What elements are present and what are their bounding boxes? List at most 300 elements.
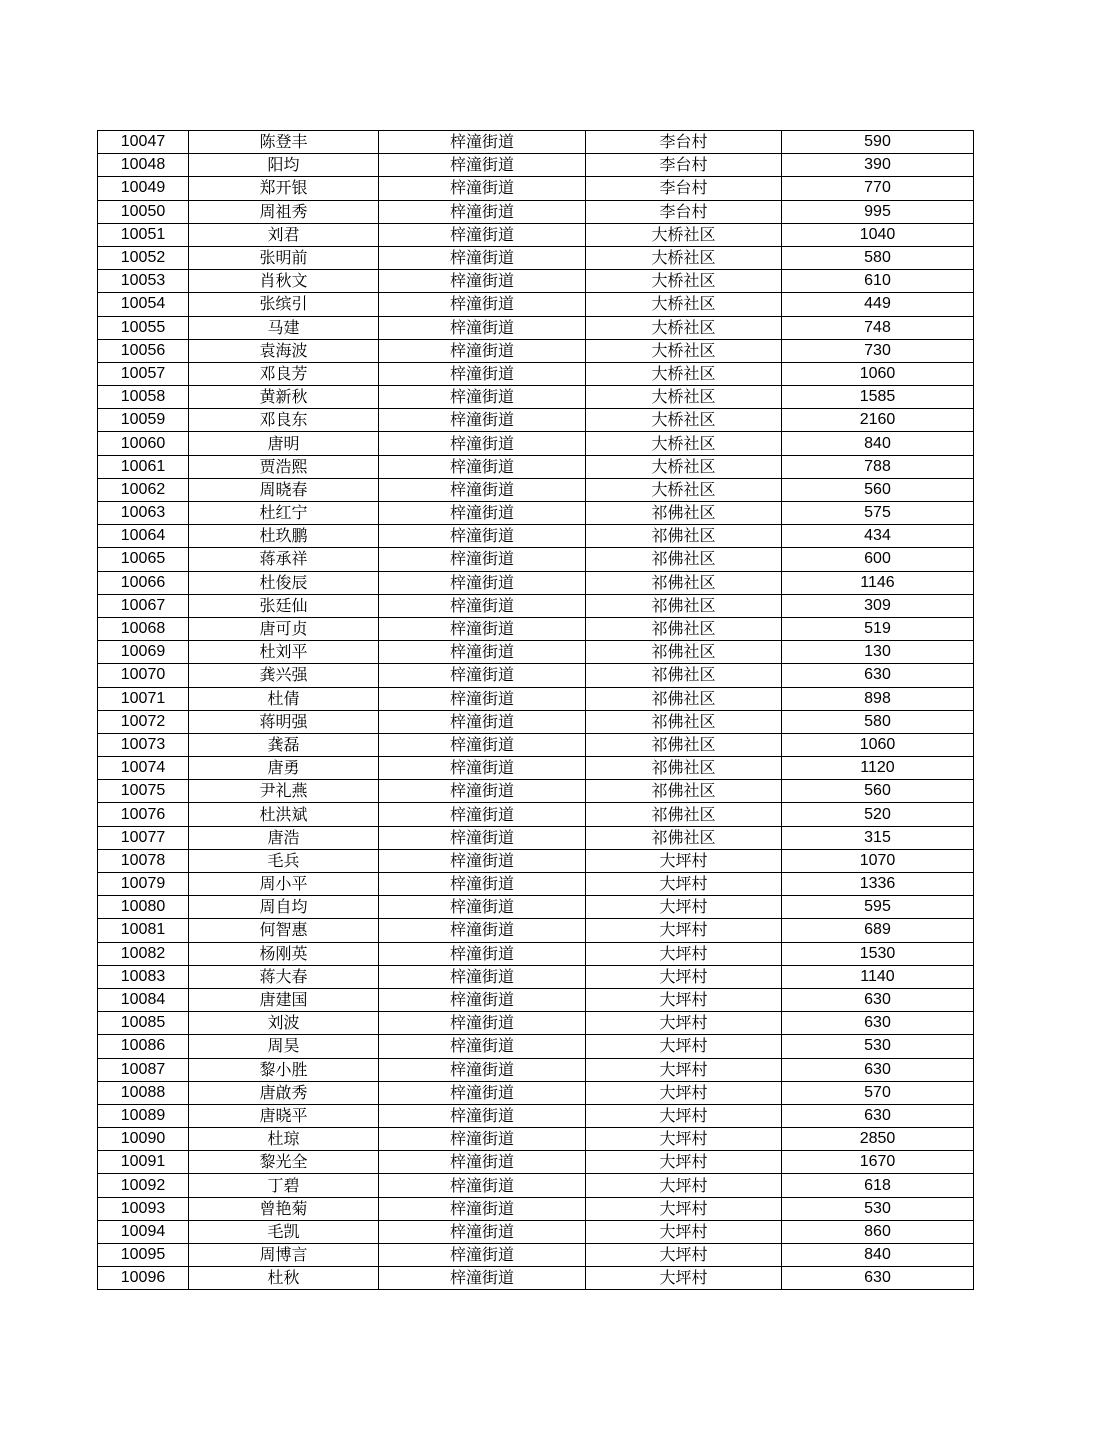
- name-cell: 毛凯: [189, 1220, 379, 1243]
- table-row: [98, 1081, 974, 1104]
- name-cell: 周昊: [189, 1035, 379, 1058]
- community-cell: 祁佛社区: [586, 571, 782, 594]
- street-cell: 梓潼街道: [379, 362, 586, 385]
- name-cell: 袁海波: [189, 339, 379, 362]
- street-cell: 梓潼街道: [379, 942, 586, 965]
- amount-cell: 1040: [782, 223, 974, 246]
- community-cell: 祁佛社区: [586, 664, 782, 687]
- table-row: [98, 177, 974, 200]
- community-cell: 大坪村: [586, 849, 782, 872]
- amount-cell: 1670: [782, 1151, 974, 1174]
- amount-cell: 309: [782, 594, 974, 617]
- community-cell: 大坪村: [586, 919, 782, 942]
- community-cell: 李台村: [586, 131, 782, 154]
- street-cell: 梓潼街道: [379, 757, 586, 780]
- amount-cell: 1060: [782, 733, 974, 756]
- name-cell: 肖秋文: [189, 270, 379, 293]
- table-row: [98, 664, 974, 687]
- record-id-cell: 10066: [98, 571, 189, 594]
- amount-cell: 434: [782, 525, 974, 548]
- street-cell: 梓潼街道: [379, 1220, 586, 1243]
- name-cell: 龚磊: [189, 733, 379, 756]
- community-cell: 李台村: [586, 177, 782, 200]
- record-id-cell: 10095: [98, 1244, 189, 1267]
- name-cell: 蒋明强: [189, 710, 379, 733]
- record-id-cell: 10060: [98, 432, 189, 455]
- record-id-cell: 10064: [98, 525, 189, 548]
- amount-cell: 860: [782, 1220, 974, 1243]
- community-cell: 大坪村: [586, 1174, 782, 1197]
- name-cell: 唐明: [189, 432, 379, 455]
- community-cell: 大桥社区: [586, 246, 782, 269]
- street-cell: 梓潼街道: [379, 1058, 586, 1081]
- table-row: [98, 896, 974, 919]
- street-cell: 梓潼街道: [379, 1035, 586, 1058]
- amount-cell: 1060: [782, 362, 974, 385]
- name-cell: 杜刘平: [189, 641, 379, 664]
- street-cell: 梓潼街道: [379, 919, 586, 942]
- record-id-cell: 10084: [98, 988, 189, 1011]
- street-cell: 梓潼街道: [379, 293, 586, 316]
- name-cell: 唐建国: [189, 988, 379, 1011]
- table-row: [98, 432, 974, 455]
- table-row: [98, 339, 974, 362]
- street-cell: 梓潼街道: [379, 432, 586, 455]
- name-cell: 唐浩: [189, 826, 379, 849]
- data-table: [97, 130, 974, 1290]
- street-cell: 梓潼街道: [379, 223, 586, 246]
- name-cell: 邓良芳: [189, 362, 379, 385]
- street-cell: 梓潼街道: [379, 849, 586, 872]
- street-cell: 梓潼街道: [379, 1012, 586, 1035]
- table-row: [98, 270, 974, 293]
- table-row: [98, 757, 974, 780]
- amount-cell: 630: [782, 1012, 974, 1035]
- street-cell: 梓潼街道: [379, 1104, 586, 1127]
- community-cell: 祁佛社区: [586, 826, 782, 849]
- street-cell: 梓潼街道: [379, 1267, 586, 1290]
- amount-cell: 618: [782, 1174, 974, 1197]
- table-row: [98, 710, 974, 733]
- table-row: [98, 873, 974, 896]
- amount-cell: 630: [782, 1267, 974, 1290]
- community-cell: 大桥社区: [586, 455, 782, 478]
- name-cell: 杜红宁: [189, 502, 379, 525]
- amount-cell: 2160: [782, 409, 974, 432]
- community-cell: 大坪村: [586, 1081, 782, 1104]
- table-body: [98, 131, 974, 1290]
- community-cell: 大桥社区: [586, 409, 782, 432]
- community-cell: 大坪村: [586, 1267, 782, 1290]
- community-cell: 祁佛社区: [586, 502, 782, 525]
- table-row: [98, 316, 974, 339]
- table-row: [98, 1035, 974, 1058]
- community-cell: 大坪村: [586, 1244, 782, 1267]
- record-id-cell: 10068: [98, 617, 189, 640]
- name-cell: 唐啟秀: [189, 1081, 379, 1104]
- street-cell: 梓潼街道: [379, 478, 586, 501]
- community-cell: 大桥社区: [586, 223, 782, 246]
- name-cell: 唐可贞: [189, 617, 379, 640]
- record-id-cell: 10089: [98, 1104, 189, 1127]
- table-row: [98, 1012, 974, 1035]
- name-cell: 尹礼燕: [189, 780, 379, 803]
- table-row: [98, 1151, 974, 1174]
- community-cell: 祁佛社区: [586, 617, 782, 640]
- name-cell: 邓良东: [189, 409, 379, 432]
- street-cell: 梓潼街道: [379, 641, 586, 664]
- amount-cell: 449: [782, 293, 974, 316]
- name-cell: 杜倩: [189, 687, 379, 710]
- street-cell: 梓潼街道: [379, 1174, 586, 1197]
- name-cell: 张廷仙: [189, 594, 379, 617]
- record-id-cell: 10057: [98, 362, 189, 385]
- street-cell: 梓潼街道: [379, 1081, 586, 1104]
- street-cell: 梓潼街道: [379, 525, 586, 548]
- amount-cell: 1140: [782, 965, 974, 988]
- name-cell: 阳均: [189, 154, 379, 177]
- record-id-cell: 10082: [98, 942, 189, 965]
- name-cell: 毛兵: [189, 849, 379, 872]
- record-id-cell: 10093: [98, 1197, 189, 1220]
- table-row: [98, 246, 974, 269]
- street-cell: 梓潼街道: [379, 386, 586, 409]
- community-cell: 祁佛社区: [586, 525, 782, 548]
- amount-cell: 840: [782, 1244, 974, 1267]
- table-row: [98, 617, 974, 640]
- street-cell: 梓潼街道: [379, 803, 586, 826]
- street-cell: 梓潼街道: [379, 826, 586, 849]
- name-cell: 唐晓平: [189, 1104, 379, 1127]
- record-id-cell: 10056: [98, 339, 189, 362]
- street-cell: 梓潼街道: [379, 548, 586, 571]
- community-cell: 大坪村: [586, 1151, 782, 1174]
- street-cell: 梓潼街道: [379, 1128, 586, 1151]
- amount-cell: 770: [782, 177, 974, 200]
- amount-cell: 1530: [782, 942, 974, 965]
- amount-cell: 530: [782, 1035, 974, 1058]
- record-id-cell: 10087: [98, 1058, 189, 1081]
- street-cell: 梓潼街道: [379, 1197, 586, 1220]
- record-id-cell: 10050: [98, 200, 189, 223]
- amount-cell: 840: [782, 432, 974, 455]
- community-cell: 大坪村: [586, 1058, 782, 1081]
- amount-cell: 570: [782, 1081, 974, 1104]
- amount-cell: 560: [782, 780, 974, 803]
- community-cell: 祁佛社区: [586, 780, 782, 803]
- street-cell: 梓潼街道: [379, 687, 586, 710]
- name-cell: 周祖秀: [189, 200, 379, 223]
- name-cell: 蒋承祥: [189, 548, 379, 571]
- record-id-cell: 10081: [98, 919, 189, 942]
- table-row: [98, 826, 974, 849]
- name-cell: 黎小胜: [189, 1058, 379, 1081]
- amount-cell: 520: [782, 803, 974, 826]
- record-id-cell: 10078: [98, 849, 189, 872]
- amount-cell: 630: [782, 1104, 974, 1127]
- community-cell: 大坪村: [586, 942, 782, 965]
- community-cell: 祁佛社区: [586, 710, 782, 733]
- amount-cell: 595: [782, 896, 974, 919]
- record-id-cell: 10073: [98, 733, 189, 756]
- community-cell: 大坪村: [586, 1104, 782, 1127]
- community-cell: 祁佛社区: [586, 548, 782, 571]
- table-row: [98, 478, 974, 501]
- table-row: [98, 409, 974, 432]
- name-cell: 唐勇: [189, 757, 379, 780]
- table-row: [98, 594, 974, 617]
- record-id-cell: 10072: [98, 710, 189, 733]
- table-row: [98, 687, 974, 710]
- record-id-cell: 10090: [98, 1128, 189, 1151]
- record-id-cell: 10074: [98, 757, 189, 780]
- record-id-cell: 10053: [98, 270, 189, 293]
- table-row: [98, 1128, 974, 1151]
- name-cell: 曾艳菊: [189, 1197, 379, 1220]
- record-id-cell: 10077: [98, 826, 189, 849]
- record-id-cell: 10062: [98, 478, 189, 501]
- amount-cell: 130: [782, 641, 974, 664]
- name-cell: 周自均: [189, 896, 379, 919]
- name-cell: 杜洪斌: [189, 803, 379, 826]
- name-cell: 何智惠: [189, 919, 379, 942]
- table-row: [98, 733, 974, 756]
- name-cell: 刘君: [189, 223, 379, 246]
- amount-cell: 530: [782, 1197, 974, 1220]
- table-row: [98, 548, 974, 571]
- community-cell: 大桥社区: [586, 432, 782, 455]
- name-cell: 马建: [189, 316, 379, 339]
- street-cell: 梓潼街道: [379, 594, 586, 617]
- table-row: [98, 1220, 974, 1243]
- table-row: [98, 988, 974, 1011]
- street-cell: 梓潼街道: [379, 1151, 586, 1174]
- table-row: [98, 1197, 974, 1220]
- record-id-cell: 10067: [98, 594, 189, 617]
- table-row: [98, 571, 974, 594]
- table-row: [98, 1104, 974, 1127]
- record-id-cell: 10070: [98, 664, 189, 687]
- table-row: [98, 455, 974, 478]
- record-id-cell: 10048: [98, 154, 189, 177]
- name-cell: 陈登丰: [189, 131, 379, 154]
- table-row: [98, 641, 974, 664]
- amount-cell: 689: [782, 919, 974, 942]
- amount-cell: 610: [782, 270, 974, 293]
- amount-cell: 1120: [782, 757, 974, 780]
- record-id-cell: 10047: [98, 131, 189, 154]
- community-cell: 祁佛社区: [586, 594, 782, 617]
- record-id-cell: 10054: [98, 293, 189, 316]
- record-id-cell: 10075: [98, 780, 189, 803]
- table-row: [98, 1174, 974, 1197]
- name-cell: 周晓春: [189, 478, 379, 501]
- name-cell: 杨刚英: [189, 942, 379, 965]
- name-cell: 丁碧: [189, 1174, 379, 1197]
- record-id-cell: 10055: [98, 316, 189, 339]
- amount-cell: 1070: [782, 849, 974, 872]
- record-id-cell: 10069: [98, 641, 189, 664]
- name-cell: 龚兴强: [189, 664, 379, 687]
- table-row: [98, 154, 974, 177]
- community-cell: 大桥社区: [586, 316, 782, 339]
- community-cell: 大桥社区: [586, 362, 782, 385]
- community-cell: 大桥社区: [586, 386, 782, 409]
- community-cell: 李台村: [586, 154, 782, 177]
- table-row: [98, 362, 974, 385]
- name-cell: 周小平: [189, 873, 379, 896]
- name-cell: 郑开银: [189, 177, 379, 200]
- record-id-cell: 10094: [98, 1220, 189, 1243]
- name-cell: 蒋大春: [189, 965, 379, 988]
- record-id-cell: 10096: [98, 1267, 189, 1290]
- amount-cell: 580: [782, 246, 974, 269]
- record-id-cell: 10065: [98, 548, 189, 571]
- street-cell: 梓潼街道: [379, 316, 586, 339]
- amount-cell: 748: [782, 316, 974, 339]
- table-row: [98, 942, 974, 965]
- record-id-cell: 10076: [98, 803, 189, 826]
- community-cell: 祁佛社区: [586, 803, 782, 826]
- record-id-cell: 10049: [98, 177, 189, 200]
- record-id-cell: 10058: [98, 386, 189, 409]
- street-cell: 梓潼街道: [379, 664, 586, 687]
- name-cell: 杜玖鹏: [189, 525, 379, 548]
- record-id-cell: 10091: [98, 1151, 189, 1174]
- name-cell: 张缤引: [189, 293, 379, 316]
- community-cell: 大坪村: [586, 1012, 782, 1035]
- community-cell: 祁佛社区: [586, 641, 782, 664]
- amount-cell: 600: [782, 548, 974, 571]
- table-row: [98, 803, 974, 826]
- record-id-cell: 10085: [98, 1012, 189, 1035]
- amount-cell: 730: [782, 339, 974, 362]
- community-cell: 大坪村: [586, 965, 782, 988]
- table-row: [98, 1267, 974, 1290]
- table-row: [98, 780, 974, 803]
- table-row: [98, 502, 974, 525]
- amount-cell: 898: [782, 687, 974, 710]
- record-id-cell: 10092: [98, 1174, 189, 1197]
- community-cell: 大桥社区: [586, 270, 782, 293]
- street-cell: 梓潼街道: [379, 200, 586, 223]
- record-id-cell: 10063: [98, 502, 189, 525]
- street-cell: 梓潼街道: [379, 154, 586, 177]
- table-row: [98, 965, 974, 988]
- amount-cell: 1585: [782, 386, 974, 409]
- amount-cell: 390: [782, 154, 974, 177]
- street-cell: 梓潼街道: [379, 455, 586, 478]
- amount-cell: 590: [782, 131, 974, 154]
- community-cell: 大坪村: [586, 1128, 782, 1151]
- table-row: [98, 200, 974, 223]
- table-row: [98, 919, 974, 942]
- street-cell: 梓潼街道: [379, 965, 586, 988]
- amount-cell: 580: [782, 710, 974, 733]
- amount-cell: 630: [782, 1058, 974, 1081]
- table-row: [98, 131, 974, 154]
- community-cell: 大桥社区: [586, 293, 782, 316]
- amount-cell: 519: [782, 617, 974, 640]
- amount-cell: 630: [782, 664, 974, 687]
- name-cell: 杜俊辰: [189, 571, 379, 594]
- community-cell: 大坪村: [586, 988, 782, 1011]
- amount-cell: 315: [782, 826, 974, 849]
- amount-cell: 1336: [782, 873, 974, 896]
- street-cell: 梓潼街道: [379, 502, 586, 525]
- name-cell: 周博言: [189, 1244, 379, 1267]
- table-row: [98, 223, 974, 246]
- amount-cell: 788: [782, 455, 974, 478]
- street-cell: 梓潼街道: [379, 571, 586, 594]
- community-cell: 李台村: [586, 200, 782, 223]
- record-id-cell: 10061: [98, 455, 189, 478]
- community-cell: 大坪村: [586, 1197, 782, 1220]
- record-id-cell: 10079: [98, 873, 189, 896]
- name-cell: 贾浩熙: [189, 455, 379, 478]
- record-id-cell: 10083: [98, 965, 189, 988]
- street-cell: 梓潼街道: [379, 733, 586, 756]
- street-cell: 梓潼街道: [379, 409, 586, 432]
- street-cell: 梓潼街道: [379, 270, 586, 293]
- name-cell: 杜琼: [189, 1128, 379, 1151]
- record-id-cell: 10052: [98, 246, 189, 269]
- street-cell: 梓潼街道: [379, 988, 586, 1011]
- street-cell: 梓潼街道: [379, 780, 586, 803]
- community-cell: 祁佛社区: [586, 687, 782, 710]
- community-cell: 大坪村: [586, 896, 782, 919]
- street-cell: 梓潼街道: [379, 131, 586, 154]
- amount-cell: 995: [782, 200, 974, 223]
- amount-cell: 2850: [782, 1128, 974, 1151]
- community-cell: 大坪村: [586, 873, 782, 896]
- amount-cell: 1146: [782, 571, 974, 594]
- name-cell: 黎光全: [189, 1151, 379, 1174]
- street-cell: 梓潼街道: [379, 339, 586, 362]
- table-row: [98, 293, 974, 316]
- street-cell: 梓潼街道: [379, 177, 586, 200]
- record-id-cell: 10086: [98, 1035, 189, 1058]
- name-cell: 黄新秋: [189, 386, 379, 409]
- street-cell: 梓潼街道: [379, 1244, 586, 1267]
- record-id-cell: 10088: [98, 1081, 189, 1104]
- table-row: [98, 386, 974, 409]
- record-id-cell: 10059: [98, 409, 189, 432]
- street-cell: 梓潼街道: [379, 873, 586, 896]
- table-row: [98, 849, 974, 872]
- community-cell: 大桥社区: [586, 339, 782, 362]
- amount-cell: 575: [782, 502, 974, 525]
- amount-cell: 560: [782, 478, 974, 501]
- street-cell: 梓潼街道: [379, 710, 586, 733]
- community-cell: 祁佛社区: [586, 733, 782, 756]
- table-row: [98, 525, 974, 548]
- community-cell: 大坪村: [586, 1220, 782, 1243]
- community-cell: 大桥社区: [586, 478, 782, 501]
- table-row: [98, 1058, 974, 1081]
- record-id-cell: 10071: [98, 687, 189, 710]
- name-cell: 杜秋: [189, 1267, 379, 1290]
- name-cell: 刘波: [189, 1012, 379, 1035]
- record-id-cell: 10080: [98, 896, 189, 919]
- name-cell: 张明前: [189, 246, 379, 269]
- community-cell: 大坪村: [586, 1035, 782, 1058]
- street-cell: 梓潼街道: [379, 617, 586, 640]
- community-cell: 祁佛社区: [586, 757, 782, 780]
- table-row: [98, 1244, 974, 1267]
- amount-cell: 630: [782, 988, 974, 1011]
- street-cell: 梓潼街道: [379, 896, 586, 919]
